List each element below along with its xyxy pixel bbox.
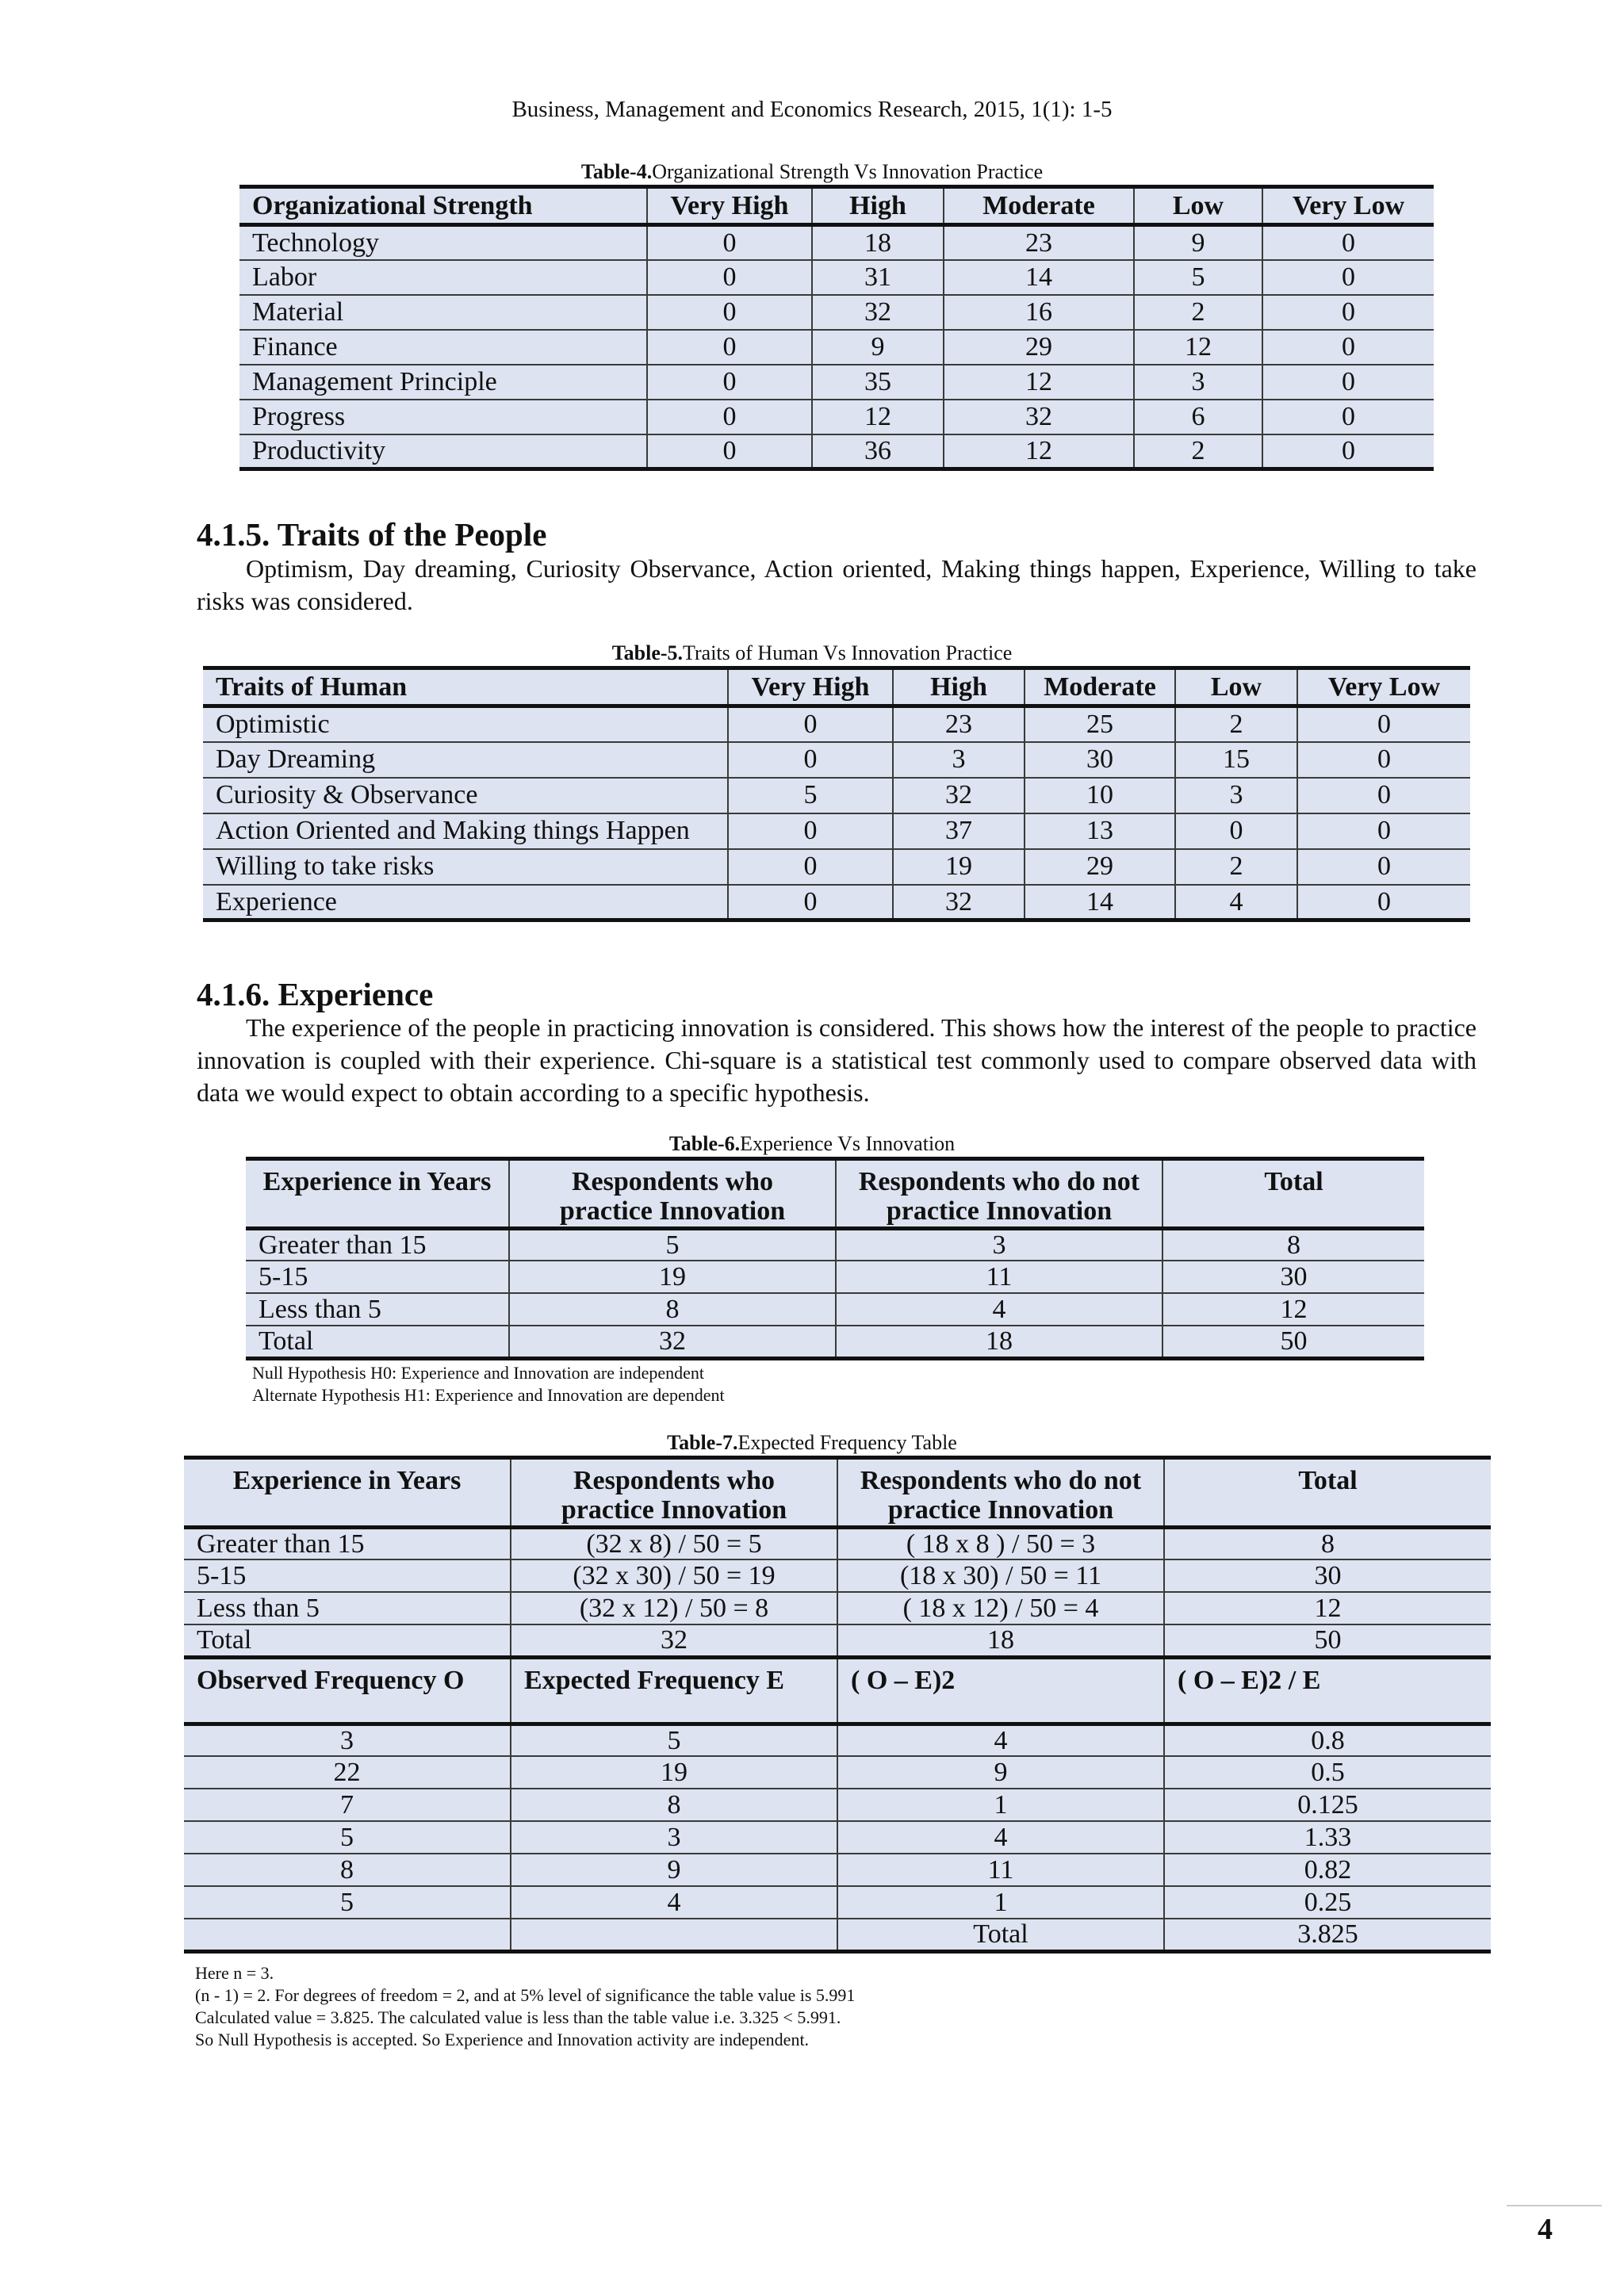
table4-cell: 12: [1134, 330, 1262, 365]
table7-row: [184, 1592, 1491, 1624]
table5-cell: 0: [728, 706, 893, 742]
table4-row: [239, 260, 1434, 295]
table5-cell: 37: [893, 813, 1025, 849]
table5-cell: Curiosity & Observance: [203, 778, 728, 813]
table7-cell: 5: [184, 1821, 511, 1854]
table4-cell: 31: [812, 260, 944, 295]
table7-cell: [184, 1919, 511, 1951]
table4-row: [239, 365, 1434, 400]
table4-cell: 12: [812, 400, 944, 434]
table6-row: [246, 1261, 1424, 1293]
table7-subheader-cell: ( O – E)2: [837, 1657, 1164, 1724]
table4-cell: 0: [1262, 295, 1434, 330]
table6-cell: 19: [509, 1261, 836, 1293]
table5-cell: 0: [728, 742, 893, 778]
table7-cell: Greater than 15: [184, 1527, 511, 1559]
table5-cell: 0: [728, 885, 893, 920]
section-415-text: Optimism, Day dreaming, Curiosity Observance, Action oriented, Making things happen, Experience, Willing to take risks was considered.: [197, 554, 1477, 615]
table7-row: [184, 1821, 1491, 1854]
table4-caption: [0, 160, 1624, 184]
table5-cell: 14: [1025, 885, 1175, 920]
table6-cell: 8: [1162, 1228, 1424, 1261]
table6-header-cell: Experience in Years: [246, 1159, 509, 1229]
table6-cell: 50: [1162, 1326, 1424, 1358]
table7-subheader-cell: Observed Frequency O: [184, 1657, 511, 1724]
table4-cell: 5: [1134, 260, 1262, 295]
table6-caption: [0, 1132, 1624, 1156]
table6-cell: 12: [1162, 1293, 1424, 1326]
table5-cell: 3: [1175, 778, 1297, 813]
table4-cell: 0: [647, 365, 812, 400]
table4-cell: 3: [1134, 365, 1262, 400]
page-number: 4: [1538, 2213, 1553, 2246]
table6-cell: 30: [1162, 1261, 1424, 1293]
table7-caption-label: Table-7.: [667, 1431, 738, 1454]
table4-cell: 35: [812, 365, 944, 400]
table7-cell: 4: [837, 1724, 1164, 1756]
table4-header-cell: Very High: [647, 187, 812, 225]
table4-row: [239, 400, 1434, 434]
table7-cell: 0.125: [1164, 1789, 1491, 1821]
table6-cell: 11: [836, 1261, 1162, 1293]
table5-cell: 0: [728, 849, 893, 885]
table5-cell: Willing to take risks: [203, 849, 728, 885]
table5-caption-text: Traits of Human Vs Innovation Practice: [683, 641, 1013, 664]
table5-row: [203, 849, 1470, 885]
table6-cell: Total: [246, 1326, 509, 1358]
table4-row: [239, 434, 1434, 469]
table4-cell: Material: [239, 295, 647, 330]
table7-row: [184, 1789, 1491, 1821]
table4-cell: 0: [1262, 330, 1434, 365]
table7-cell: 1: [837, 1789, 1164, 1821]
table4-cell: 9: [1134, 225, 1262, 260]
table4-cell: 36: [812, 434, 944, 469]
table5-cell: Optimistic: [203, 706, 728, 742]
table4-cell: 6: [1134, 400, 1262, 434]
table4-caption-label: Table-4.: [580, 160, 653, 183]
table7-cell: 8: [184, 1854, 511, 1886]
table7-cell: ( 18 x 12) / 50 = 4: [837, 1592, 1164, 1624]
table7-note: Here n = 3.: [195, 1963, 274, 1983]
table4-cell: 0: [647, 400, 812, 434]
table7-cell: 22: [184, 1756, 511, 1789]
table5-cell: 0: [1297, 706, 1470, 742]
table4-cell: 0: [1262, 260, 1434, 295]
table7-header-cell: Respondents who practice Innovation: [511, 1458, 837, 1528]
table7-cell: [511, 1919, 837, 1951]
table5: [203, 666, 1470, 922]
table7-row: [184, 1527, 1491, 1559]
table4-header-cell: Very Low: [1262, 187, 1434, 225]
table7-cell: 3: [184, 1724, 511, 1756]
table7-cell: 32: [511, 1624, 837, 1657]
table5-caption: [0, 641, 1624, 665]
table7-caption: [0, 1431, 1624, 1455]
table7-subheader-cell: ( O – E)2 / E: [1164, 1657, 1491, 1724]
table7-header-cell: Respondents who do not practice Innovation: [837, 1458, 1164, 1528]
table5-header-cell: High: [893, 668, 1025, 706]
table6-cell: 32: [509, 1326, 836, 1358]
table7-cell: 1.33: [1164, 1821, 1491, 1854]
table6-row: [246, 1326, 1424, 1358]
table7-subheader-cell: Expected Frequency E: [511, 1657, 837, 1724]
table4-cell: Management Principle: [239, 365, 647, 400]
table7-cell: 7: [184, 1789, 511, 1821]
table4-cell: 0: [647, 260, 812, 295]
table5-cell: 10: [1025, 778, 1175, 813]
table7-cell: 0.25: [1164, 1886, 1491, 1919]
table7-cell: 5: [184, 1886, 511, 1919]
table5-cell: 2: [1175, 849, 1297, 885]
table7-cell: 9: [837, 1756, 1164, 1789]
table5-cell: Experience: [203, 885, 728, 920]
table5-cell: 0: [1297, 813, 1470, 849]
table7-row: [184, 1756, 1491, 1789]
table4-cell: 0: [647, 330, 812, 365]
table7-cell: 4: [837, 1821, 1164, 1854]
table5-header-cell: Very Low: [1297, 668, 1470, 706]
table4-cell: 16: [944, 295, 1134, 330]
section-415-heading: 4.1.5. Traits of the People: [197, 516, 547, 553]
table5-row: [203, 742, 1470, 778]
table7-cell: 19: [511, 1756, 837, 1789]
table5-cell: 4: [1175, 885, 1297, 920]
table4-cell: 12: [944, 365, 1134, 400]
table4-cell: Progress: [239, 400, 647, 434]
table6-caption-label: Table-6.: [668, 1132, 741, 1155]
table6-caption-text: Experience Vs Innovation: [740, 1132, 956, 1155]
table4-caption-text: Organizational Strength Vs Innovation Practice: [652, 160, 1044, 183]
table5-header-cell: Traits of Human: [203, 668, 728, 706]
table7-row: [184, 1886, 1491, 1919]
table6-note-alternate: Alternate Hypothesis H1: Experience and Innovation are dependent: [252, 1385, 725, 1405]
table4: [239, 185, 1434, 471]
table5-cell: Day Dreaming: [203, 742, 728, 778]
table6-header-cell: Total: [1162, 1159, 1424, 1229]
table6-cell: 3: [836, 1228, 1162, 1261]
table5-cell: 19: [893, 849, 1025, 885]
table4-cell: 0: [647, 434, 812, 469]
table7-subheader-row: [184, 1657, 1491, 1724]
table7-cell: 8: [1164, 1527, 1491, 1559]
table6-cell: Less than 5: [246, 1293, 509, 1326]
table5-row: [203, 813, 1470, 849]
table4-cell: 23: [944, 225, 1134, 260]
table7-row: [184, 1724, 1491, 1756]
section-415-paragraph: [197, 553, 1477, 618]
table5-caption-label: Table-5.: [611, 641, 684, 664]
table7-cell: 5-15: [184, 1559, 511, 1592]
table7-cell: 0.82: [1164, 1854, 1491, 1886]
table5-row: [203, 706, 1470, 742]
running-header: Business, Management and Economics Research, 2015, 1(1): 1-5: [511, 97, 1113, 122]
table4-cell: Finance: [239, 330, 647, 365]
table4-header-cell: Moderate: [944, 187, 1134, 225]
table5-cell: 13: [1025, 813, 1175, 849]
table5-cell: 0: [1175, 813, 1297, 849]
table7-cell: 0.8: [1164, 1724, 1491, 1756]
table6-row: [246, 1228, 1424, 1261]
footer-rule: [1507, 2205, 1602, 2206]
table4-header-cell: Low: [1134, 187, 1262, 225]
table7-cell: 12: [1164, 1592, 1491, 1624]
table5-header-cell: Low: [1175, 668, 1297, 706]
table6-cell: 5-15: [246, 1261, 509, 1293]
table5-row: [203, 778, 1470, 813]
table5-cell: 0: [1297, 885, 1470, 920]
table4-cell: 0: [1262, 365, 1434, 400]
table4-cell: 0: [647, 295, 812, 330]
table5-cell: Action Oriented and Making things Happen: [203, 813, 728, 849]
table7-cell: Less than 5: [184, 1592, 511, 1624]
table7: [184, 1456, 1491, 1954]
table4-cell: Technology: [239, 225, 647, 260]
table4-cell: 0: [1262, 225, 1434, 260]
table4-cell: 0: [647, 225, 812, 260]
section-416-paragraph: [197, 1012, 1477, 1109]
table7-cell: 3: [511, 1821, 837, 1854]
table4-cell: 0: [1262, 400, 1434, 434]
table5-cell: 23: [893, 706, 1025, 742]
table4-cell: Labor: [239, 260, 647, 295]
table4-cell: 12: [944, 434, 1134, 469]
table4-cell: Productivity: [239, 434, 647, 469]
table4-cell: 0: [1262, 434, 1434, 469]
table4-cell: 29: [944, 330, 1134, 365]
table6-cell: 4: [836, 1293, 1162, 1326]
table7-note: (n - 1) = 2. For degrees of freedom = 2, and at 5% level of significance the table value is 5.991: [195, 1985, 856, 2005]
table7-cell: Total: [837, 1919, 1164, 1951]
table7-cell: (18 x 30) / 50 = 11: [837, 1559, 1164, 1592]
table4-row: [239, 295, 1434, 330]
table5-cell: 5: [728, 778, 893, 813]
table5-cell: 0: [1297, 778, 1470, 813]
table5-header-cell: Moderate: [1025, 668, 1175, 706]
table4-header-cell: High: [812, 187, 944, 225]
table6-cell: 5: [509, 1228, 836, 1261]
table6-row: [246, 1293, 1424, 1326]
table7-cell: 4: [511, 1886, 837, 1919]
table7-cell: Total: [184, 1624, 511, 1657]
table5-cell: 29: [1025, 849, 1175, 885]
section-416-text: The experience of the people in practicing innovation is considered. This shows how the interest of the people to practice innovation is coupled with their experience. Chi-square is a statistical test commonly used to compare observed data with data we would expect to obtain according to a specific hypothesis.: [197, 1013, 1477, 1107]
table5-cell: 2: [1175, 706, 1297, 742]
table7-cell: 0.5: [1164, 1756, 1491, 1789]
table7-note: So Null Hypothesis is accepted. So Experience and Innovation activity are independent.: [195, 2030, 810, 2049]
table4-cell: 14: [944, 260, 1134, 295]
section-416-heading: 4.1.6. Experience: [197, 976, 434, 1012]
table4-row: [239, 330, 1434, 365]
table7-cell: ( 18 x 8 ) / 50 = 3: [837, 1527, 1164, 1559]
table5-cell: 3: [893, 742, 1025, 778]
table5-cell: 0: [1297, 742, 1470, 778]
table7-header-cell: Total: [1164, 1458, 1491, 1528]
table7-row: [184, 1854, 1491, 1886]
table4-cell: 9: [812, 330, 944, 365]
table7-cell: 1: [837, 1886, 1164, 1919]
table6: [246, 1157, 1424, 1360]
table5-cell: 32: [893, 885, 1025, 920]
table6-cell: 18: [836, 1326, 1162, 1358]
table4-cell: 18: [812, 225, 944, 260]
table5-header-cell: Very High: [728, 668, 893, 706]
table5-cell: 15: [1175, 742, 1297, 778]
table7-cell: (32 x 12) / 50 = 8: [511, 1592, 837, 1624]
table7-cell: 3.825: [1164, 1919, 1491, 1951]
table5-row: [203, 885, 1470, 920]
table7-cell: 30: [1164, 1559, 1491, 1592]
table6-cell: Greater than 15: [246, 1228, 509, 1261]
table7-caption-text: Expected Frequency Table: [737, 1431, 957, 1454]
table7-cell: (32 x 8) / 50 = 5: [511, 1527, 837, 1559]
table6-header-cell: Respondents who practice Innovation: [509, 1159, 836, 1229]
table7-cell: 9: [511, 1854, 837, 1886]
table7-row: [184, 1624, 1491, 1657]
table7-cell: 5: [511, 1724, 837, 1756]
table6-header-cell: Respondents who do not practice Innovation: [836, 1159, 1162, 1229]
table5-cell: 32: [893, 778, 1025, 813]
table7-cell: 50: [1164, 1624, 1491, 1657]
table7-cell: (32 x 30) / 50 = 19: [511, 1559, 837, 1592]
table4-row: [239, 225, 1434, 260]
table7-cell: 8: [511, 1789, 837, 1821]
table7-cell: 11: [837, 1854, 1164, 1886]
table4-cell: 32: [812, 295, 944, 330]
table5-cell: 30: [1025, 742, 1175, 778]
table4-cell: 2: [1134, 434, 1262, 469]
table6-note-null: Null Hypothesis H0: Experience and Innovation are independent: [252, 1363, 705, 1383]
table7-header-cell: Experience in Years: [184, 1458, 511, 1528]
table4-cell: 32: [944, 400, 1134, 434]
table5-cell: 0: [728, 813, 893, 849]
table5-cell: 0: [1297, 849, 1470, 885]
table7-cell: 18: [837, 1624, 1164, 1657]
table4-cell: 2: [1134, 295, 1262, 330]
table7-row: [184, 1559, 1491, 1592]
table5-cell: 25: [1025, 706, 1175, 742]
table7-row: [184, 1919, 1491, 1951]
table4-header-cell: Organizational Strength: [239, 187, 647, 225]
table7-note: Calculated value = 3.825. The calculated value is less than the table value i.e. 3.325 < 5.991.: [195, 2007, 841, 2027]
table6-cell: 8: [509, 1293, 836, 1326]
